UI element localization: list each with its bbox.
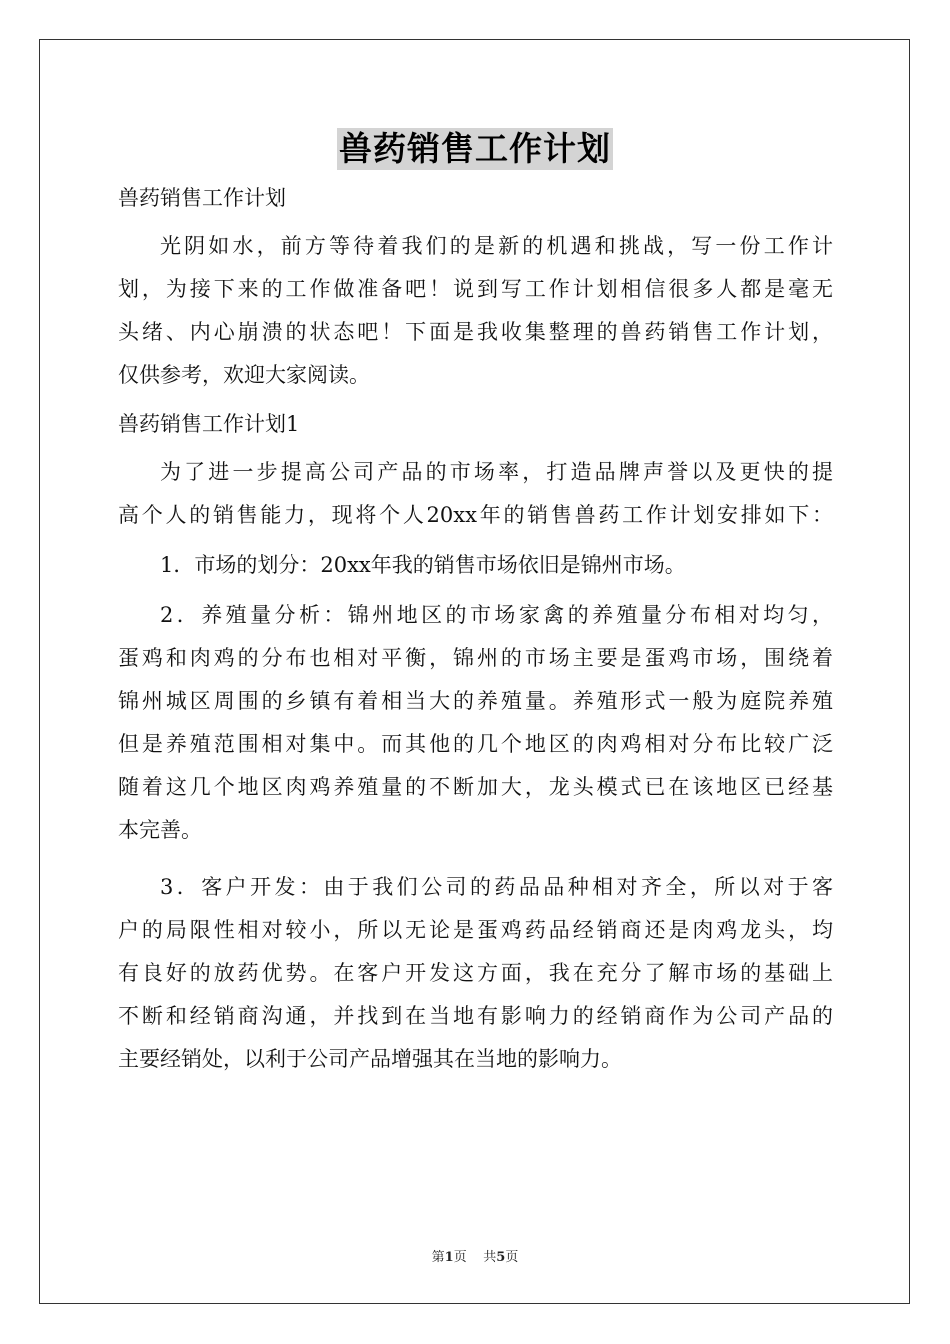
text-line: 3．客户开发：由于我们公司的药品品种相对齐全，所以对于客 xyxy=(160,875,833,899)
page-footer xyxy=(0,1246,950,1265)
text-line: 仅供参考，欢迎大家阅读。 xyxy=(118,363,370,387)
title-container xyxy=(0,128,950,170)
total-prefix: 共 xyxy=(483,1250,497,1265)
page-suffix: 页 xyxy=(453,1250,467,1265)
text-line: 不断和经销商沟通，并找到在当地有影响力的经销商作为公司产品的 xyxy=(118,1004,833,1028)
text-line: 1．市场的划分：20xx年我的销售市场依旧是锦州市场。 xyxy=(160,553,686,577)
document-subtitle: 兽药销售工作计划 xyxy=(118,186,286,210)
text-line: 蛋鸡和肉鸡的分布也相对平衡，锦州的市场主要是蛋鸡市场，围绕着 xyxy=(118,646,833,670)
text-line: 光阴如水，前方等待着我们的是新的机遇和挑战，写一份工作计 xyxy=(160,234,833,258)
total-suffix: 页 xyxy=(505,1250,519,1265)
text-line: 高个人的销售能力，现将个人20xx年的销售兽药工作计划安排如下： xyxy=(118,503,833,527)
section-heading: 兽药销售工作计划1 xyxy=(118,412,300,436)
text-line: 锦州城区周围的乡镇有着相当大的养殖量。养殖形式一般为庭院养殖 xyxy=(118,689,833,713)
paragraph-1 xyxy=(118,451,833,537)
paragraph-3 xyxy=(118,594,833,852)
text-line: 本完善。 xyxy=(118,818,202,842)
intro-paragraph xyxy=(118,225,833,397)
text-line: 2．养殖量分析：锦州地区的市场家禽的养殖量分布相对均匀， xyxy=(160,603,833,627)
text-line: 户的局限性相对较小，所以无论是蛋鸡药品经销商还是肉鸡龙头，均 xyxy=(118,918,833,942)
paragraph-4 xyxy=(118,866,833,1081)
text-line: 有良好的放药优势。在客户开发这方面，我在充分了解市场的基础上 xyxy=(118,961,833,985)
page-total: 5 xyxy=(496,1250,506,1265)
text-line: 随着这几个地区肉鸡养殖量的不断加大，龙头模式已在该地区已经基 xyxy=(118,775,833,799)
text-line: 头绪、内心崩溃的状态吧！下面是我收集整理的兽药销售工作计划， xyxy=(118,320,833,344)
paragraph-2 xyxy=(118,544,833,587)
text-line: 主要经销处，以利于公司产品增强其在当地的影响力。 xyxy=(118,1047,622,1071)
text-line: 但是养殖范围相对集中。而其他的几个地区的肉鸡相对分布比较广泛 xyxy=(118,732,833,756)
document-title: 兽药销售工作计划 xyxy=(339,129,611,168)
text-line: 划，为接下来的工作做准备吧！说到写工作计划相信很多人都是毫无 xyxy=(118,277,833,301)
text-line: 为了进一步提高公司产品的市场率，打造品牌声誉以及更快的提 xyxy=(160,460,833,484)
document-body xyxy=(118,177,833,1095)
page-current: 1 xyxy=(444,1250,454,1265)
page-prefix: 第 xyxy=(431,1250,445,1265)
